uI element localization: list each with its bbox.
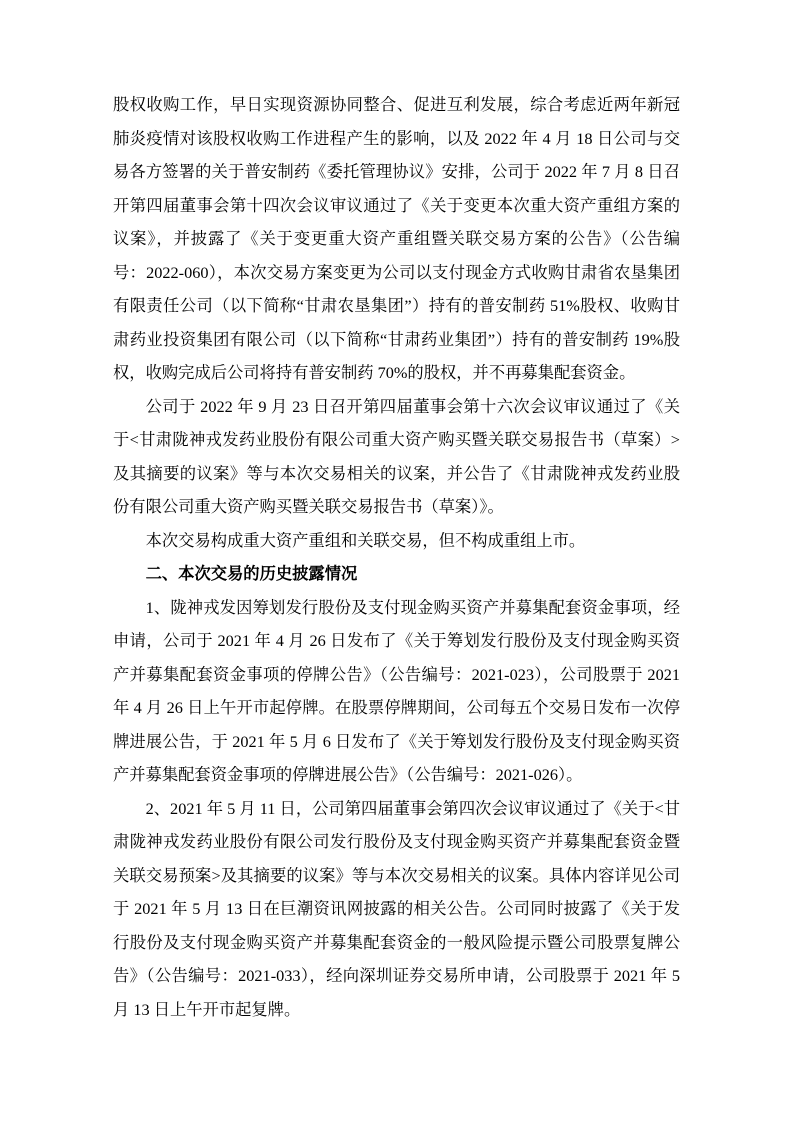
section-heading: 二、本次交易的历史披露情况 bbox=[145, 564, 358, 583]
document-body bbox=[113, 88, 680, 1026]
paragraph-continuation: 股权收购工作，早日实现资源协同整合、促进互利发展，综合考虑近两年新冠肺炎疫情对该股权收购工作进程产生的影响，以及 2022 年 4 月 18 日公司与交易各方签署的关于普安制药《委托管理协议》安排，公司于 2022 年 7 月 8 日召开第四届董事会第十四次会议审议通过了《关于变更本次重大资产重组方案的议案》，并披露了《关于变更重大资产重组暨关联交易方案的公告》（公告编号：2022-060），本次交易方案变更为公司以支付现金方式收购甘肃省农垦集团有限责任公司（以下简称“甘肃农垦集团”）持有的普安制药 51%股权、收购甘肃药业投资集团有限公司（以下简称“甘肃药业集团”）持有的普安制药 19%股权，收购完成后公司将持有普安制药 70%的股权，并不再募集配套资金。 bbox=[113, 95, 680, 382]
paragraph: 2、2021 年 5 月 11 日，公司第四届董事会第四次会议审议通过了《关于<甘肃陇神戎发药业股份有限公司发行股份及支付现金购买资产并募集配套资金暨关联交易预案>及其摘要的议案》等与本次交易相关的议案。具体内容详见公司于 2021 年 5 月 13 日在巨潮资讯网披露的相关公告。公司同时披露了《关于发行股份及支付现金购买资产并募集配套资金的一般风险提示暨公司股票复牌公告》（公告编号：2021-033），经向深圳证券交易所申请，公司股票于 2021 年 5 月 13 日上午开市起复牌。 bbox=[113, 798, 680, 1019]
paragraph: 本次交易构成重大资产重组和关联交易，但不构成重组上市。 bbox=[145, 530, 586, 550]
paragraph: 公司于 2022 年 9 月 23 日召开第四届董事会第十六次会议审议通过了《关于<甘肃陇神戎发药业股份有限公司重大资产购买暨关联交易报告书（草案）>及其摘要的议案》等与本次交易相关的议案，并公告了《甘肃陇神戎发药业股份有限公司重大资产购买暨关联交易报告书（草案）》。 bbox=[113, 396, 680, 516]
paragraph: 1、陇神戎发因筹划发行股份及支付现金购买资产并募集配套资金事项，经申请，公司于 2021 年 4 月 26 日发布了《关于筹划发行股份及支付现金购买资产并募集配套资金事项的停牌公告》（公告编号：2021-023），公司股票于 2021 年 4 月 26 日上午开市起停牌。在股票停牌期间，公司每五个交易日发布一次停牌进展公告，于 2021 年 5 月 6 日发布了《关于筹划发行股份及支付现金购买资产并募集配套资金事项的停牌进展公告》（公告编号：2021-026）。 bbox=[113, 597, 680, 784]
